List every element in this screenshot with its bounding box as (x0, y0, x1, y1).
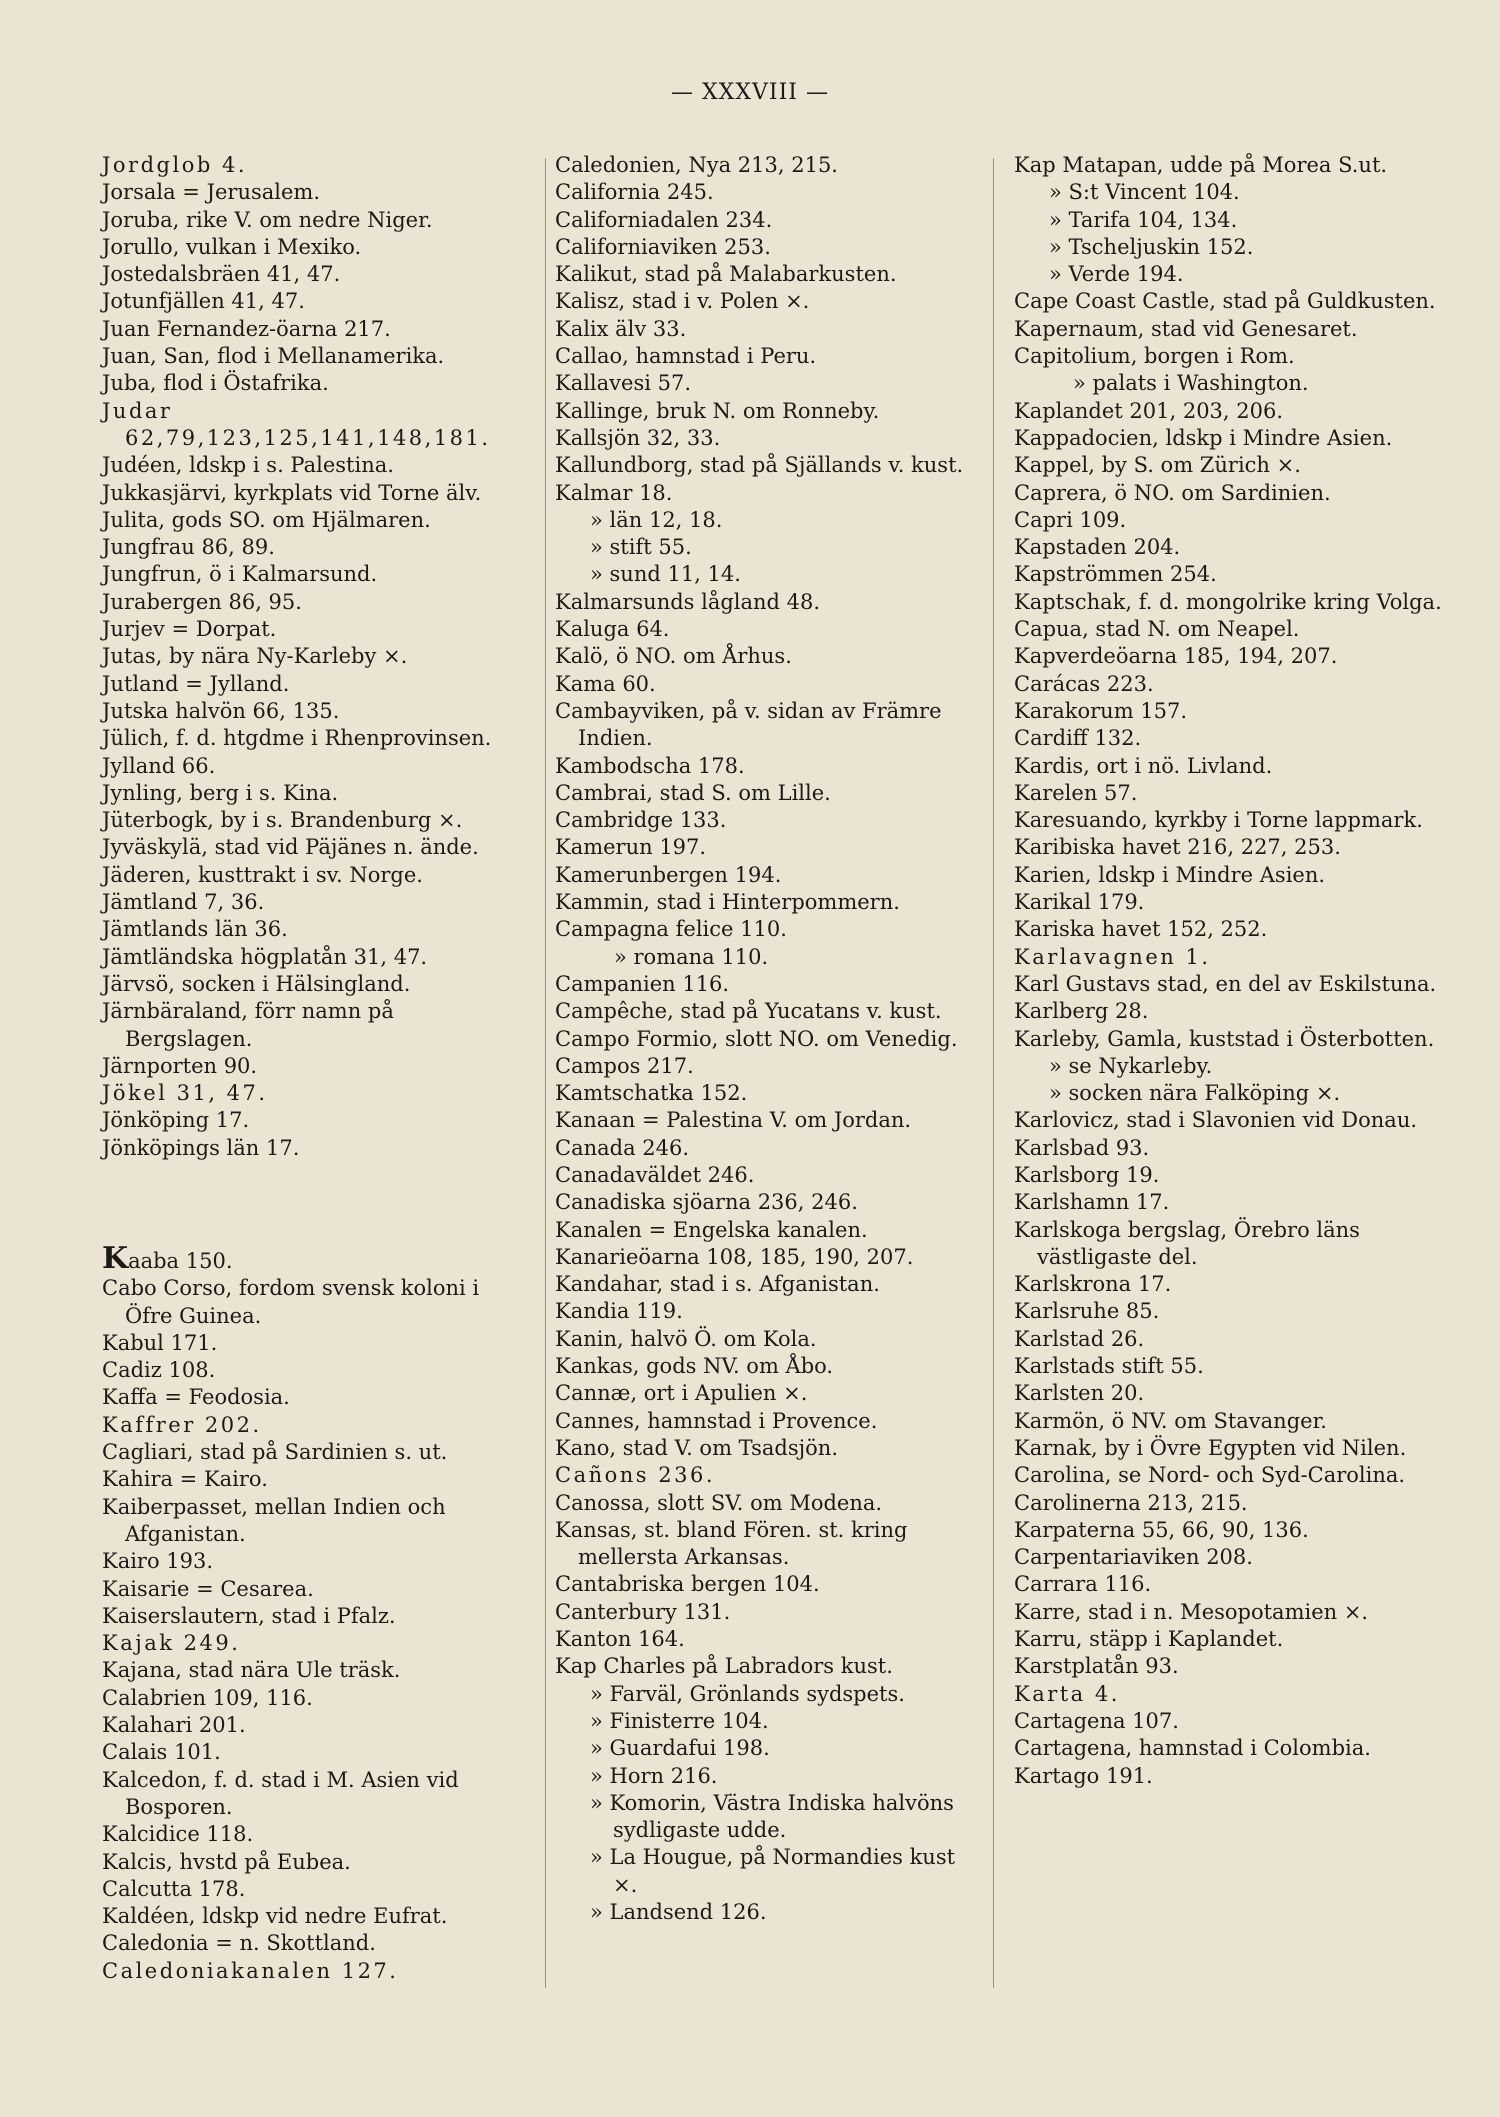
index-entry: Kandia 119. (555, 1299, 683, 1324)
index-entry: Kanarieöarna 108, 185, 190, 207. (555, 1244, 914, 1269)
index-entry: Kapströmmen 254. (1014, 562, 1217, 587)
index-entry: Kaffrer 202. (102, 1412, 262, 1437)
index-entry: Kaplandet 201, 203, 206. (1014, 398, 1284, 423)
index-entry: Karre, stad i n. Mesopotamien ⨯. (1014, 1599, 1369, 1624)
index-column-1 (102, 152, 527, 1985)
page-number-header: — XXXVIII — (671, 80, 829, 105)
index-entry: Kalix älv 33. (555, 316, 687, 341)
index-entry: Kajana, stad nära Ule träsk. (102, 1658, 401, 1683)
index-entry: » se Nykarleby. (1049, 1053, 1213, 1078)
index-entry: Capitolium, borgen i Rom. (1014, 344, 1295, 369)
column-divider (545, 158, 546, 1988)
index-entry: Kapernaum, stad vid Genesaret. (1014, 316, 1358, 341)
index-entry: Jostedalsbräen 41, 47. (102, 262, 341, 287)
index-entry: Carolina, se Nord- och Syd-Carolina. (1014, 1463, 1406, 1488)
index-entry: Kaptschak, f. d. mongolrike kring Volga. (1014, 589, 1442, 614)
index-entry: Kaluga 64. (555, 617, 670, 642)
index-entry: Kaiserslautern, stad i Pfalz. (102, 1603, 396, 1628)
index-entry: Kappel, by S. om Zürich ⨯. (1014, 453, 1301, 478)
index-entry: Kap Matapan, udde på Morea S.ut. (1014, 153, 1388, 177)
index-entry: » Farväl, Grönlands sydspets. (590, 1681, 905, 1706)
index-entry: Campanien 116. (555, 971, 730, 996)
index-entry: Karlskrona 17. (1014, 1272, 1172, 1297)
index-entry: Kardis, ort i nö. Livland. (1014, 753, 1273, 778)
index-entry: Capua, stad N. om Neapel. (1014, 617, 1300, 642)
index-entry: Cantabriska bergen 104. (555, 1572, 820, 1597)
index-entry: Cambrai, stad S. om Lille. (555, 780, 831, 805)
index-entry: Cadiz 108. (102, 1358, 216, 1383)
index-entry: Canossa, slott SV. om Modena. (555, 1490, 883, 1515)
index-entry: Jutska halvön 66, 135. (102, 698, 340, 723)
index-entry: » Finisterre 104. (590, 1708, 769, 1733)
index-entry: Karlsruhe 85. (1014, 1299, 1160, 1324)
index-entry: Canadaväldet 246. (555, 1162, 755, 1187)
index-entry: Kapstaden 204. (1014, 535, 1181, 560)
index-entry: Karibiska havet 216, 227, 253. (1014, 835, 1341, 860)
index-entry: Cannæ, ort i Apulien ⨯. (555, 1381, 808, 1406)
index-entry: Jurjev = Dorpat. (102, 617, 277, 642)
index-entry: Kankas, gods NV. om Åbo. (555, 1354, 834, 1379)
index-entry: Judéen, ldskp i s. Palestina. (102, 453, 394, 478)
index-entry: Karnak, by i Övre Egypten vid Nilen. (1014, 1435, 1407, 1460)
index-entry: Kanaan = Palestina V. om Jordan. (555, 1108, 912, 1133)
index-entry: Jukkasjärvi, kyrkplats vid Torne älv. (102, 480, 482, 505)
index-entry: Jyväskylä, stad vid Päjänes n. ände. (102, 835, 479, 860)
index-entry: Judar 62,79,123,125,141,148,181. (102, 398, 491, 450)
index-entry: » sund 11, 14. (590, 562, 741, 587)
index-entry: Kano, stad V. om Tsadsjön. (555, 1435, 839, 1460)
index-entry: Canadiska sjöarna 236, 246. (555, 1190, 858, 1215)
index-entry: Karlberg 28. (1014, 999, 1149, 1024)
index-entry: Kallsjön 32, 33. (555, 425, 721, 450)
index-entry: Cardiff 132. (1014, 726, 1142, 751)
index-entry: Karlstad 26. (1014, 1326, 1145, 1351)
index-entry: Kanton 164. (555, 1627, 685, 1652)
index-entry: Karelen 57. (1014, 780, 1138, 805)
index-entry: Cambridge 133. (555, 808, 727, 833)
index-entry: Carolinerna 213, 215. (1014, 1490, 1248, 1515)
index-entry: Kalcedon, f. d. stad i M. Asien vid Bosporen. (102, 1767, 459, 1819)
index-entry: Kalö, ö NO. om Århus. (555, 644, 792, 669)
index-entry: » län 12, 18. (590, 507, 723, 532)
index-entry: Kapverdeöarna 185, 194, 207. (1014, 644, 1338, 669)
index-entry: Calais 101. (102, 1740, 221, 1765)
index-entry: Jönköping 17. (102, 1108, 250, 1133)
index-entry: Carácas 223. (1014, 671, 1154, 696)
index-entry: Kaiberpasset, mellan Indien och Afganistan. (102, 1494, 446, 1546)
index-entry: Järnbäraland, förr namn på Bergslagen. (102, 999, 394, 1051)
index-entry: Canterbury 131. (555, 1599, 731, 1624)
index-entry: Karesuando, kyrkby i Torne lappmark. (1014, 808, 1423, 833)
index-entry: Jurabergen 86, 95. (102, 589, 302, 614)
index-entry: Karstplatån 93. (1014, 1654, 1179, 1679)
index-entry: Juan Fernandez-öarna 217. (102, 316, 391, 341)
index-entry: Cartagena 107. (1014, 1708, 1179, 1733)
index-entry: Karlstads stift 55. (1014, 1354, 1204, 1379)
index-entry: Jämtland 7, 36. (102, 890, 265, 915)
index-entry: Kama 60. (555, 671, 656, 696)
index-column-3 (1014, 152, 1454, 1790)
index-entry: Kallavesi 57. (555, 371, 692, 396)
index-entry: Jylland 66. (102, 753, 216, 778)
index-entry: » Verde 194. (1049, 262, 1184, 287)
index-entry: Kamerunbergen 194. (555, 862, 782, 887)
index-entry: » Tscheljuskin 152. (1049, 234, 1254, 259)
index-entry: Jutas, by nära Ny-Karleby ⨯. (102, 644, 408, 669)
index-entry: Kansas, st. bland Fören. st. kring mellersta Arkansas. (555, 1517, 908, 1570)
index-entry: Kallinge, bruk N. om Ronneby. (555, 398, 880, 423)
index-entry: Kariska havet 152, 252. (1014, 917, 1268, 942)
index-entry: » stift 55. (590, 535, 692, 560)
index-entry: Kallundborg, stad på Själlands v. kust. (555, 453, 964, 478)
index-entry: Campos 217. (555, 1053, 694, 1078)
index-entry: Kanalen = Engelska kanalen. (555, 1217, 868, 1242)
index-entry: Juba, flod i Östafrika. (102, 371, 329, 396)
index-entry: Karlsborg 19. (1014, 1162, 1160, 1187)
index-entry: Kamerun 197. (555, 835, 707, 860)
index-entry: California 245. (555, 180, 714, 205)
index-entry: Cape Coast Castle, stad på Guldkusten. (1014, 289, 1436, 314)
index-entry: Calcutta 178. (102, 1876, 246, 1901)
index-entry: Järvsö, socken i Hälsingland. (102, 971, 411, 996)
index-entry: Jökel 31, 47. (102, 1081, 268, 1106)
index-entry: Campagna felice 110. (555, 917, 787, 942)
index-entry: » Tarifa 104, 134. (1049, 207, 1238, 232)
index-entry: » Komorin, Västra Indiska halvöns sydligaste udde. (590, 1790, 954, 1843)
index-entry: » palats i Washington. (1073, 371, 1309, 396)
index-entry: Kamtschatka 152. (555, 1081, 748, 1106)
index-entry: Jüterbogk, by i s. Brandenburg ⨯. (102, 808, 463, 833)
index-entry: Karmön, ö NV. om Stavanger. (1014, 1408, 1327, 1433)
index-entry: Carrara 116. (1014, 1572, 1152, 1597)
index-entry: Karl Gustavs stad, en del av Eskilstuna. (1014, 971, 1437, 996)
index-entry: Kabul 171. (102, 1330, 218, 1355)
index-entry: Kahira = Kairo. (102, 1467, 268, 1492)
index-entry: Kairo 193. (102, 1549, 214, 1574)
index-entry: Karien, ldskp i Mindre Asien. (1014, 862, 1326, 887)
index-entry: Kalikut, stad på Malabarkusten. (555, 262, 897, 287)
index-entry: Jorullo, vulkan i Mexiko. (102, 234, 362, 259)
index-entry: » socken nära Falköping ⨯. (1049, 1081, 1341, 1106)
index-entry: Jülich, f. d. htgdme i Rhenprovinsen. (102, 726, 492, 751)
index-entry: Cañons 236. (555, 1463, 715, 1488)
index-entry: Campêche, stad på Yucatans v. kust. (555, 999, 942, 1024)
index-entry: Kap Charles på Labradors kust. (555, 1654, 893, 1679)
index-entry: Kaffa = Feodosia. (102, 1385, 290, 1410)
index-entry: Cartagena, hamnstad i Colombia. (1014, 1736, 1371, 1761)
index-entry: Cagliari, stad på Sardinien s. ut. (102, 1440, 448, 1465)
index-entry: Caprera, ö NO. om Sardinien. (1014, 480, 1331, 505)
index-entry: Karlshamn 17. (1014, 1190, 1170, 1215)
index-entry: Kaaba 150. (102, 1240, 233, 1276)
index-entry: Campo Formio, slott NO. om Venedig. (555, 1026, 958, 1051)
index-entry: Kaisarie = Cesarea. (102, 1576, 314, 1601)
index-entry: Karikal 179. (1014, 890, 1145, 915)
index-entry: Karlavagnen 1. (1014, 944, 1211, 969)
index-entry: Järnporten 90. (102, 1053, 258, 1078)
index-entry: Caledonien, Nya 213, 215. (555, 153, 838, 177)
index-entry: Jordglob 4. (102, 153, 247, 177)
index-entry: Caledoniakanalen 127. (102, 1958, 399, 1983)
index-entry: Jämtlands län 36. (102, 917, 288, 942)
index-entry: Karru, stäpp i Kaplandet. (1014, 1627, 1284, 1652)
index-entry: » Guardafui 198. (590, 1736, 770, 1761)
index-entry: Jutland = Jylland. (102, 671, 290, 696)
index-entry: Jotunfjällen 41, 47. (102, 289, 305, 314)
index-entry: Jäderen, kusttrakt i sv. Norge. (102, 862, 423, 887)
index-entry: Carpentariaviken 208. (1014, 1545, 1253, 1570)
index-entry: Californiadalen 234. (555, 207, 773, 232)
index-entry: Karlskoga bergslag, Örebro läns västligaste del. (1014, 1217, 1360, 1269)
index-entry: Kartago 191. (1014, 1763, 1153, 1788)
index-entry: Kalcidice 118. (102, 1822, 254, 1847)
index-entry: Kalahari 201. (102, 1713, 246, 1738)
index-entry: » S:t Vincent 104. (1049, 180, 1240, 205)
index-column-2 (555, 152, 985, 1926)
index-entry: Canada 246. (555, 1135, 690, 1160)
index-entry: Karakorum 157. (1014, 698, 1188, 723)
index-entry: Capri 109. (1014, 507, 1127, 532)
index-entry: Kappadocien, ldskp i Mindre Asien. (1014, 425, 1393, 450)
index-entry: Kaldéen, ldskp vid nedre Eufrat. (102, 1904, 448, 1929)
column-divider (993, 158, 994, 1988)
index-entry: Cabo Corso, fordom svensk koloni i Öfre Guinea. (102, 1276, 480, 1328)
index-entry: Juan, San, flod i Mellanamerika. (102, 344, 445, 369)
index-entry: Julita, gods SO. om Hjälmaren. (102, 507, 431, 532)
index-entry: Kajak 249. (102, 1631, 241, 1656)
index-entry: Kammin, stad i Hinterpommern. (555, 890, 900, 915)
index-entry: Kambodscha 178. (555, 753, 745, 778)
index-entry: Calabrien 109, 116. (102, 1685, 313, 1710)
index-entry: Californiaviken 253. (555, 234, 771, 259)
index-entry: » Horn 216. (590, 1763, 718, 1788)
index-entry: Kalmar 18. (555, 480, 673, 505)
index-entry: Kalisz, stad i v. Polen ⨯. (555, 289, 810, 314)
section-gap (102, 1183, 527, 1224)
index-entry: Karpaterna 55, 66, 90, 136. (1014, 1517, 1309, 1542)
index-entry: Karlsten 20. (1014, 1381, 1145, 1406)
index-entry: » romana 110. (614, 944, 769, 969)
index-entry: Jorsala = Jerusalem. (102, 180, 321, 205)
index-entry: Jönköpings län 17. (102, 1135, 300, 1160)
index-entry: Jungfrun, ö i Kalmarsund. (102, 562, 378, 587)
index-entry: Kandahar, stad i s. Afganistan. (555, 1272, 880, 1297)
index-entry: Karta 4. (1014, 1681, 1120, 1706)
index-entry: Jämtländska högplatån 31, 47. (102, 944, 428, 969)
index-entry: Kalmarsunds lågland 48. (555, 589, 821, 614)
index-entry: » Landsend 126. (590, 1900, 767, 1924)
index-entry: Karlsbad 93. (1014, 1135, 1150, 1160)
index-entry: Jungfrau 86, 89. (102, 535, 275, 560)
index-entry: Jynling, berg i s. Kina. (102, 780, 339, 805)
index-entry: Caledonia = n. Skottland. (102, 1931, 376, 1956)
index-entry: Kanin, halvö Ö. om Kola. (555, 1326, 817, 1351)
index-entry: Cambayviken, på v. sidan av Främre Indien. (555, 698, 942, 751)
index-entry: Cannes, hamnstad i Provence. (555, 1408, 878, 1433)
index-entry: Karlovicz, stad i Slavonien vid Donau. (1014, 1108, 1418, 1133)
index-entry: » La Hougue, på Normandies kust ⨯. (590, 1845, 956, 1897)
index-entry: Joruba, rike V. om nedre Niger. (102, 207, 433, 232)
index-entry: Callao, hamnstad i Peru. (555, 344, 817, 369)
index-entry: Karleby, Gamla, kuststad i Österbotten. (1014, 1026, 1435, 1051)
index-entry: Kalcis, hvstd på Eubea. (102, 1849, 351, 1874)
